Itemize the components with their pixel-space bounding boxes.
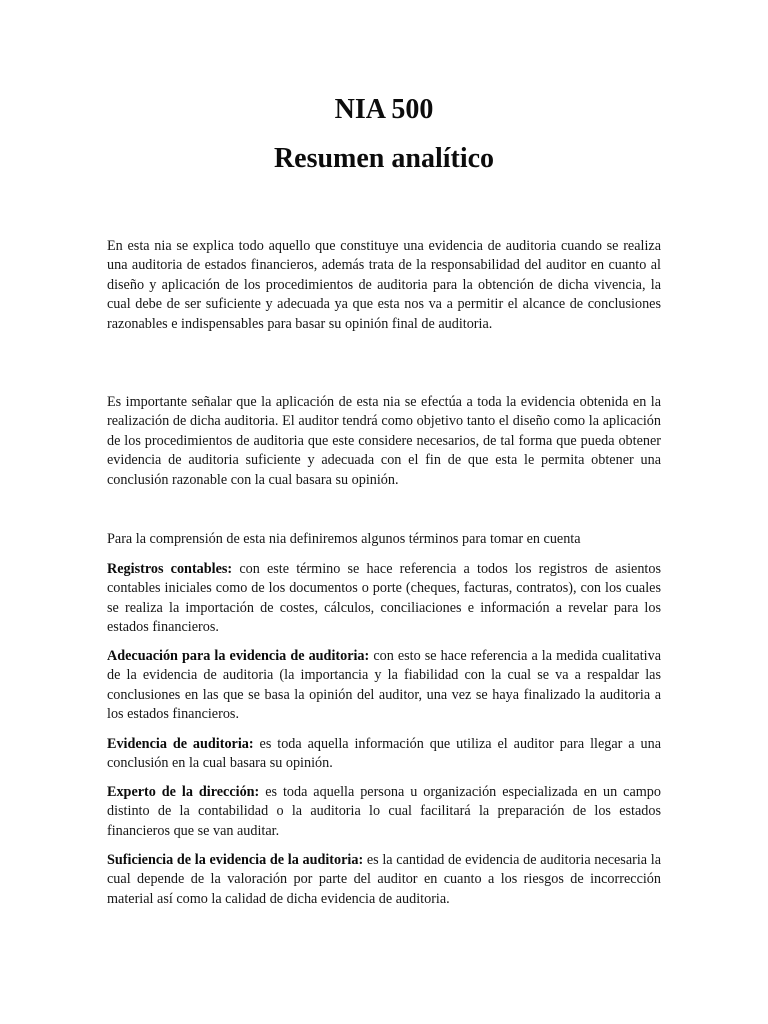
term-definition-evidencia: [107, 735, 661, 774]
terms-intro-paragraph: Para la comprensión de esta nia definiremos algunos términos para tomar en cuenta: [107, 531, 581, 547]
term-definition-text: es toda aquella información que utiliza el auditor para llegar a una conclusión en la cual basara su opinión.: [107, 736, 661, 772]
term-definition-text: con esto se hace referencia a la medida cualitativa de la evidencia de auditoria (la importancia y la fiabilidad con la cual se va a respaldar las conclusiones en las que se basa la opinión del auditor, una vez se haya finalizado la auditoria a los estados financieros.: [107, 648, 661, 723]
document-title: NIA 500: [334, 94, 434, 125]
term-label: Adecuación para la evidencia de auditoria:: [107, 648, 370, 664]
term-definition-suficiencia: [107, 851, 661, 909]
term-definition-text: es la cantidad de evidencia de auditoria necesaria la cual depende de la valoración por parte del auditor en cuanto a los riesgos de incorrección material así como la calidad de dicha evidencia de auditoria.: [107, 852, 661, 907]
term-label: Experto de la dirección:: [107, 784, 260, 800]
term-definition-adecuacion: [107, 647, 661, 725]
term-label: Suficiencia de la evidencia de la auditoria:: [107, 852, 364, 868]
term-definition-text: es toda aquella persona u organización especializada en un campo distinto de la contabilidad o la auditoria lo cual facilitará la preparación de los estados financieros que se van auditar.: [107, 784, 661, 839]
intro-paragraph: En esta nia se explica todo aquello que constituye una evidencia de auditoria cuando se realiza una auditoria de estados financieros, además trata de la responsabilidad del auditor en cuanto al diseño y aplicación de los procedimientos de auditoria para la obtención de dicha vivencia, la cual debe de ser suficiente y adecuada ya que esta nos va a permitir el alcance de conclusiones razonables e indispensables para basar su opinión final de auditoria.: [107, 238, 661, 332]
term-label: Registros contables:: [107, 561, 233, 577]
term-label: Evidencia de auditoria:: [107, 736, 254, 752]
document-subtitle: Resumen analítico: [273, 143, 495, 174]
scope-paragraph: Es importante señalar que la aplicación de esta nia se efectúa a toda la evidencia obtenida en la realización de dicha auditoria. El auditor tendrá como objetivo tanto el diseño como la aplicación de los procedimientos de auditoria que este considere necesarios, de tal forma que pueda obtener evidencia de auditoria suficiente y adecuada con el fin de que esta le permita obtener una conclusión razonable con la cual basara su opinión.: [107, 394, 661, 488]
term-definition-registros-contables: [107, 560, 661, 638]
term-definition-experto: [107, 783, 661, 841]
term-definition-text: con este término se hace referencia a todos los registros de asientos contables iniciales como de los documentos o porte (cheques, facturas, contratos), con los cuales se realiza la importación de costes, cálculos, conciliaciones e información a revelar para los estados financieros.: [107, 561, 661, 636]
